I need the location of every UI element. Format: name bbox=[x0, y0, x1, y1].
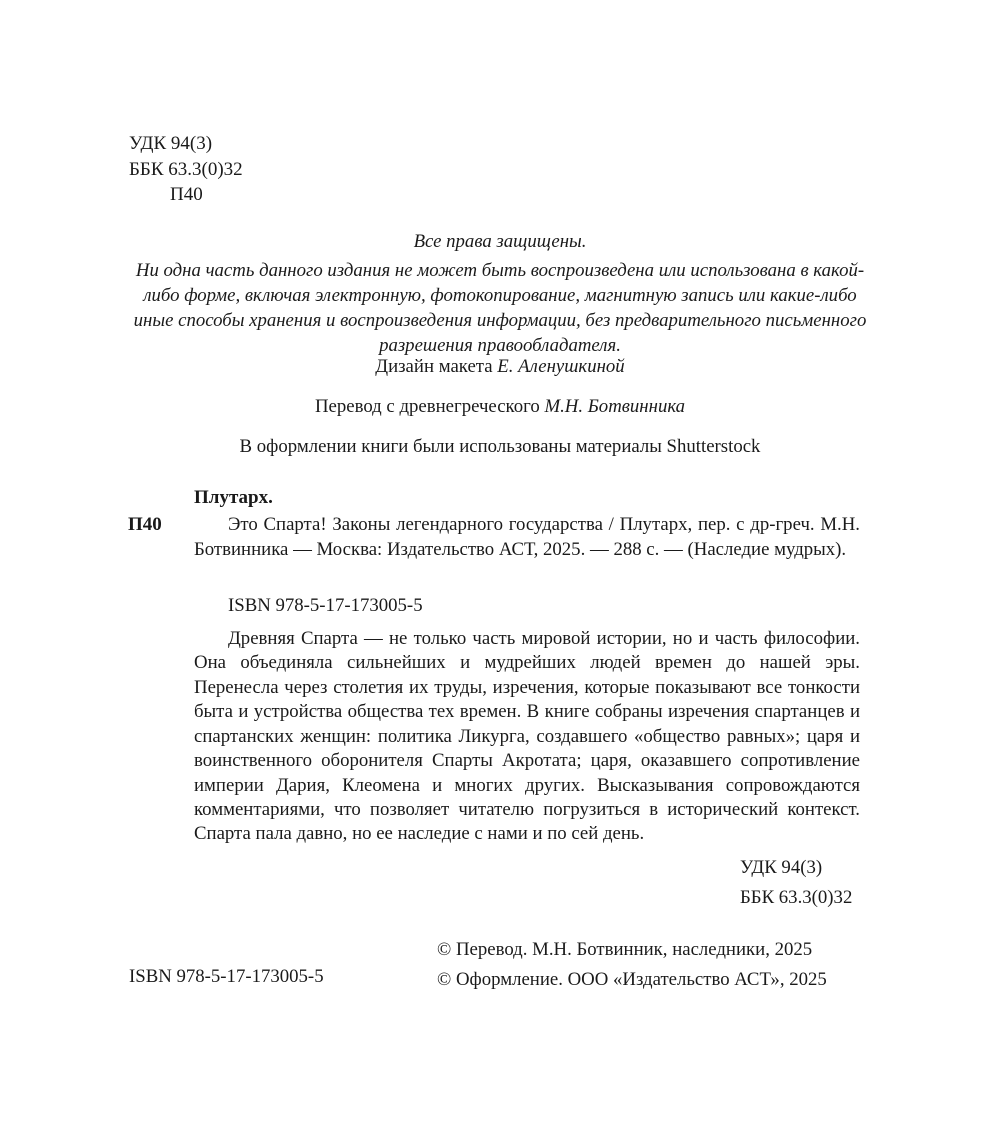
catalog-bbk: ББК 63.3(0)32 bbox=[740, 887, 853, 909]
copyright-block bbox=[437, 935, 827, 995]
catalog-udk: УДК 94(3) bbox=[740, 857, 823, 878]
copyright-translation: © Перевод. М.Н. Ботвинник, наследники, 2025 bbox=[437, 939, 813, 960]
bibliographic-description: Это Спарта! Законы легендарного государства / Плутарх, пер. с др-греч. М.Н. Ботвинника — Москва: Издательство АСТ, 2025. — 288 с. — (Наследие мудрых). bbox=[194, 514, 860, 560]
catalog-isbn: ISBN 978-5-17-173005-5 bbox=[228, 595, 423, 616]
translation-credit bbox=[128, 395, 872, 419]
annotation: Древняя Спарта — не только часть мировой истории, но и часть философии. Она объединяла сильнейших и мудрейших людей времен до нашей эры. Перенесла через столетия их труды, изречения, которые показывают все тонкости быта и устройства общества тех времен. В книге собраны изречения спартанцев и спартанских женщин: политика Ликурга, создавшего «общество равных»; царя и воинственного оборонителя Спарты Акротата; царя, оказавшего сопротивление империи Дария, Клеомена и многих других. Высказывания сопровождаются комментариями, что позволяет читателю погрузиться в исторический контекст. Спарта пала давно, но ее наследие с нами и по сей день. bbox=[194, 628, 860, 845]
copyright-design: © Оформление. ООО «Издательство АСТ», 2025 bbox=[437, 969, 827, 991]
bbk-code: ББК 63.3(0)32 bbox=[129, 158, 243, 180]
materials-credit: В оформлении книги были использованы материалы Shutterstock bbox=[239, 436, 761, 457]
catalog-author: Плутарх. bbox=[194, 487, 273, 508]
rights-title: Все права защищены. bbox=[413, 231, 587, 252]
classification-block bbox=[129, 131, 243, 208]
catalog-classification bbox=[740, 853, 852, 913]
design-label: Дизайн макета bbox=[375, 356, 493, 377]
translation-label: Перевод с древнегреческого bbox=[314, 396, 540, 417]
udk-code: УДК 94(3) bbox=[129, 133, 213, 154]
footer-isbn: ISBN 978-5-17-173005-5 bbox=[129, 966, 324, 987]
rights-text: Ни одна часть данного издания не может быть воспроизведена или использована в какой-либо форме, включая электронную, фотокопирование, магнитную запись или какие-либо иные способы хранения и воспроизведения информации, без предварительного письменного разрешения правообладателя. bbox=[133, 259, 867, 356]
catalog-code: П40 bbox=[128, 514, 162, 535]
translator-name: М.Н. Ботвинника bbox=[544, 396, 686, 417]
design-credit bbox=[128, 355, 872, 379]
author-sign-code: П40 bbox=[170, 184, 203, 206]
design-name: Е. Аленушкиной bbox=[497, 356, 625, 377]
rights-notice bbox=[128, 230, 872, 359]
